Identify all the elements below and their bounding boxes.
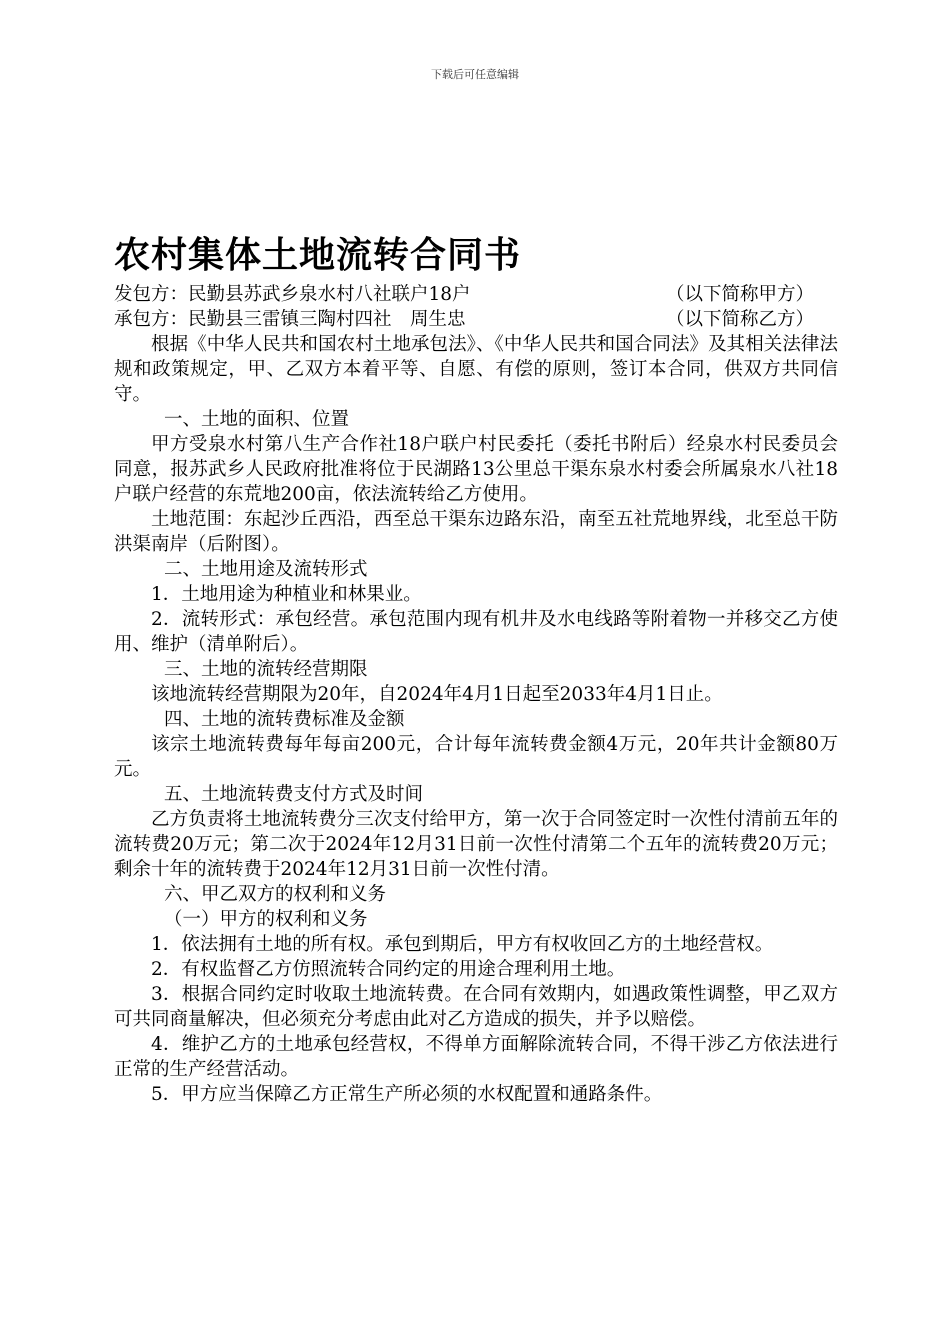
party-b-alias: （以下简称乙方）: [665, 309, 814, 330]
preamble: 根据《中华人民共和国农村土地承包法》、《中华人民共和国合同法》及其相关法律法规和政策规定，甲、乙双方本着平等、自愿、有偿的原则，签订本合同，供双方共同信守。: [114, 334, 838, 405]
section-4-paragraph: 该宗土地流转费每年每亩200元，合计每年流转费金额4万元，20年共计金额80万元。: [114, 734, 838, 780]
section-2-item-2: 2．流转形式：承包经营。承包范围内现有机井及水电线路等附着物一并移交乙方使用、维护（清单附后）。: [114, 609, 838, 655]
section-2-heading: 二、土地用途及流转形式: [163, 559, 368, 580]
section-1-heading: 一、土地的面积、位置: [163, 409, 349, 430]
section-5-paragraph: 乙方负责将土地流转费分三次支付给甲方，第一次于合同签定时一次性付清前五年的流转费20万元；第二次于2024年12月31日前一次性付清第二个五年的流转费20万元；剩余十年的流转费于2024年12月31日前一次性付清。: [114, 809, 838, 880]
section-2-item-1: 1．土地用途为种植业和林果业。: [151, 584, 422, 605]
document-title: 农村集体土地流转合同书: [114, 235, 522, 276]
section-5-heading: 五、土地流转费支付方式及时间: [163, 784, 423, 805]
section-3-heading: 三、土地的流转经营期限: [163, 659, 368, 680]
section-6-item-2: 2．有权监督乙方仿照流转合同约定的用途合理利用土地。: [151, 959, 626, 980]
document-body: [114, 232, 838, 1107]
section-3-paragraph: 该地流转经营期限为20年，自2024年4月1日起至2033年4月1日止。: [151, 684, 723, 705]
party-a-line: [114, 282, 814, 307]
section-1-paragraph-1: 甲方受泉水村第八生产合作社18户联户村民委托（委托书附后）经泉水村民委员会同意，报苏武乡人民政府批准将位于民湖路13公里总干渠东泉水村委会所属泉水八社18户联户经营的东荒地200亩，依法流转给乙方使用。: [114, 434, 838, 505]
party-b-label: 承包方：民勤县三雷镇三陶村四社 周生忠: [114, 309, 466, 330]
section-6-item-5: 5．甲方应当保障乙方正常生产所必须的水权配置和通路条件。: [151, 1084, 663, 1105]
header-note: 下载后可任意编辑: [431, 68, 519, 81]
party-b-line: [114, 307, 814, 332]
section-6-subheading: （一）甲方的权利和义务: [163, 909, 368, 930]
party-a-label: 发包方：民勤县苏武乡泉水村八社联户18户: [114, 284, 471, 305]
section-1-paragraph-2: 土地范围：东起沙丘西沿，西至总干渠东边路东沿，南至五社荒地界线，北至总干防洪渠南岸（后附图）。: [114, 509, 838, 555]
section-6-item-4: 4．维护乙方的土地承包经营权，不得单方面解除流转合同，不得干涉乙方依法进行正常的生产经营活动。: [114, 1034, 838, 1080]
section-6-heading: 六、甲乙双方的权利和义务: [163, 884, 386, 905]
party-a-alias: （以下简称甲方）: [665, 284, 814, 305]
section-6-item-1: 1．依法拥有土地的所有权。承包到期后，甲方有权收回乙方的土地经营权。: [151, 934, 774, 955]
section-4-heading: 四、土地的流转费标准及金额: [163, 709, 405, 730]
section-6-item-3: 3．根据合同约定时收取土地流转费。在合同有效期内，如遇政策性调整，甲乙双方可共同商量解决，但必须充分考虑由此对乙方造成的损失，并予以赔偿。: [114, 984, 838, 1030]
